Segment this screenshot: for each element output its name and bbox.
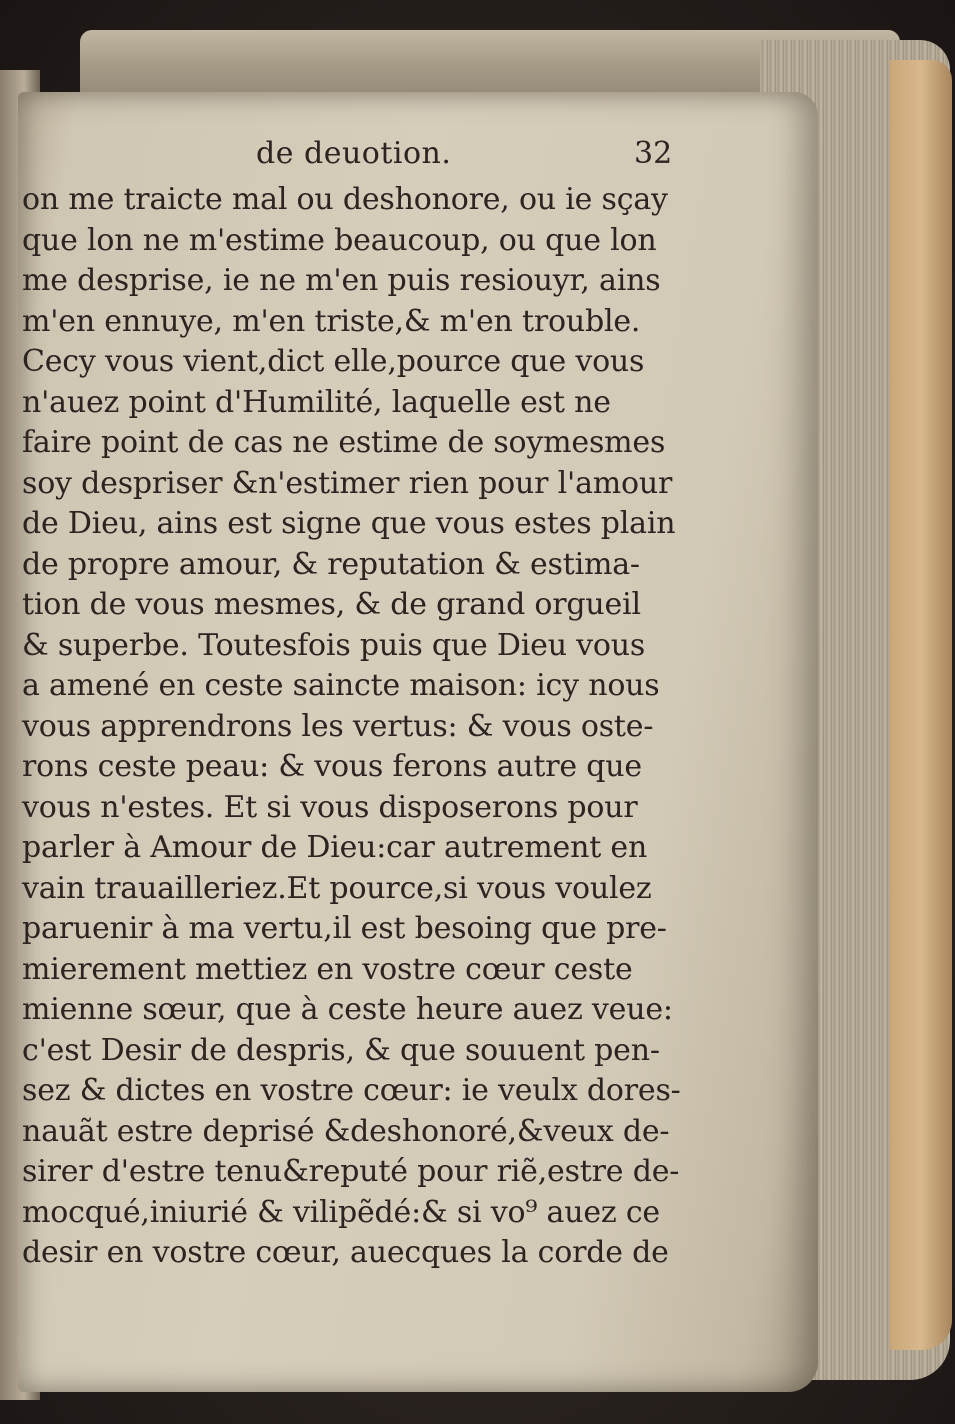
text-line: m'en ennuye, m'en triste,& m'en trouble. — [22, 303, 641, 339]
text-line: sirer d'estre tenu&reputé pour riẽ,estre de- — [22, 1154, 680, 1189]
text-line: mienne sœur, que à ceste heure auez veue: — [22, 992, 673, 1027]
text-line: vous apprendrons les vertus: & vous oste- — [22, 708, 654, 744]
text-line: rons ceste peau: & vous ferons autre que — [22, 749, 642, 784]
text-line: Cecy vous vient,dict elle,pource que vous — [22, 344, 645, 379]
text-line: c'est Desir de despris, & que souuent pen- — [22, 1032, 660, 1068]
running-header — [22, 136, 702, 180]
text-line: me desprise, ie ne m'en puis resiouyr, ains — [22, 263, 661, 298]
text-line: que lon ne m'estime beaucoup, ou que lon — [22, 222, 657, 258]
text-line: a amené en ceste saincte maison: icy nous — [22, 668, 660, 703]
text-line: vain trauailleriez.Et pource,si vous voulez — [22, 870, 652, 906]
text-body — [22, 180, 702, 1274]
page-text — [22, 136, 702, 1274]
text-line: mocqué,iniurié & vilipẽdé:& si vo⁹ auez ce — [22, 1194, 660, 1230]
text-line: soy despriser &n'estimer rien pour l'amour — [22, 465, 673, 501]
text-line: tion de vous mesmes, & de grand orgueil — [22, 587, 641, 622]
page-number: 32 — [634, 136, 673, 171]
text-line: & superbe. Toutesfois puis que Dieu vous — [22, 627, 646, 663]
book-fore-edge — [890, 60, 952, 1350]
text-line: on me traicte mal ou deshonore, ou ie sçay — [22, 182, 668, 217]
text-line: nauãt estre deprisé &deshonoré,&veux de- — [22, 1113, 670, 1149]
text-line: desir en vostre cœur, auecques la corde de — [22, 1235, 669, 1270]
text-line: vous n'estes. Et si vous disposerons pour — [22, 789, 638, 825]
text-line: sez & dictes en vostre cœur: ie veulx dores- — [22, 1073, 681, 1108]
text-line: faire point de cas ne estime de soymesmes — [22, 425, 666, 460]
running-title: de deuotion. — [256, 136, 452, 171]
text-line: de Dieu, ains est signe que vous estes plain — [22, 506, 676, 541]
text-line: parler à Amour de Dieu:car autrement en — [22, 830, 648, 865]
text-line: paruenir à ma vertu,il est besoing que pre- — [22, 911, 667, 946]
text-line: de propre amour, & reputation & estima- — [22, 546, 640, 582]
text-line: n'auez point d'Humilité, laquelle est ne — [22, 384, 611, 420]
text-line: mierement mettiez en vostre cœur ceste — [22, 951, 633, 987]
